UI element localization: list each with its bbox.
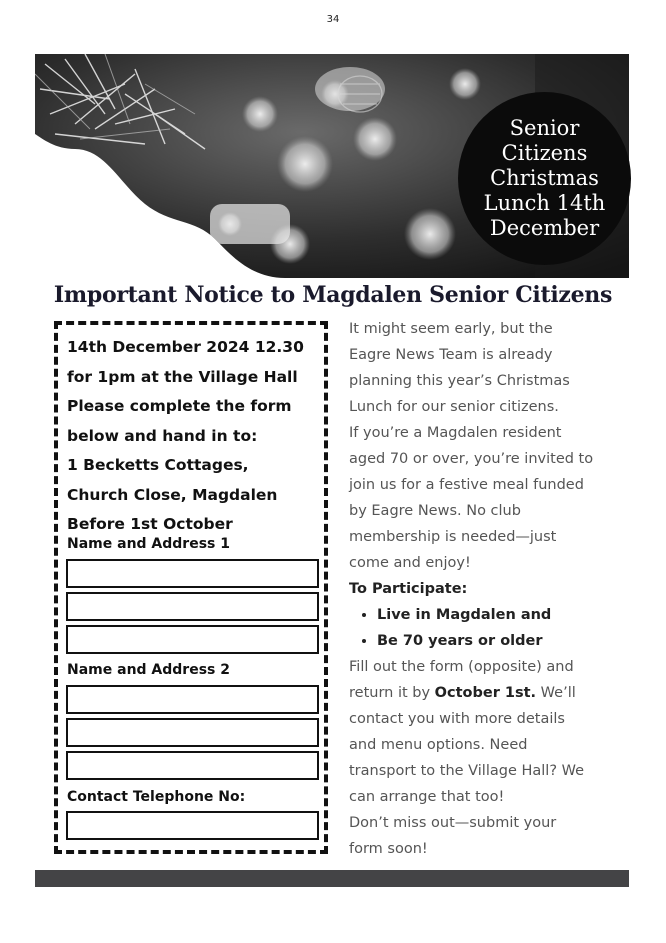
name-address-1-line-2-field[interactable] (66, 592, 319, 621)
form-instructions (67, 333, 325, 540)
participate-heading: To Participate: (349, 581, 468, 597)
body-line: If you’re a Magdalen resident (349, 425, 562, 441)
telephone-label: Contact Telephone No: (67, 789, 246, 805)
form-instruction-line: Please complete the form (67, 397, 292, 415)
event-badge (458, 92, 631, 265)
name-address-1-line-3-field[interactable] (66, 625, 319, 654)
footer-bar (35, 870, 629, 887)
body-line: form soon! (349, 841, 428, 857)
body-line: Eagre News Team is already (349, 347, 553, 363)
body-line: join us for a festive meal funded (349, 477, 584, 493)
form-instruction-line: 14th December 2024 12.30 (67, 338, 304, 356)
body-line: can arrange that too! (349, 789, 505, 805)
requirement-item: • Be 70 years or older (377, 628, 619, 654)
body-line: come and enjoy! (349, 555, 471, 571)
form-instruction-line: Church Close, Magdalen (67, 485, 278, 504)
name-address-1-line-1-field[interactable] (66, 559, 319, 588)
page-headline: Important Notice to Magdalen Senior Citizens (53, 282, 613, 308)
notice-body (349, 316, 619, 862)
form-instruction-line: for 1pm at the Village Hall (67, 367, 298, 386)
name-address-1-label: Name and Address 1 (67, 536, 230, 552)
body-line: by Eagre News. No club (349, 503, 521, 519)
return-by-text: return it by (349, 685, 435, 701)
event-badge-text: Senior Citizens Christmas Lunch 14th December (483, 116, 606, 240)
name-address-2-label: Name and Address 2 (67, 662, 230, 678)
form-instruction-line: 1 Becketts Cottages, (67, 456, 249, 474)
body-line: Don’t miss out—submit your (349, 815, 557, 831)
name-address-2-line-1-field[interactable] (66, 685, 319, 714)
name-address-2-line-3-field[interactable] (66, 751, 319, 780)
page-number: 34 (326, 14, 340, 25)
body-line: It might seem early, but the (349, 321, 553, 337)
body-line: transport to the Village Hall? We (349, 763, 585, 779)
body-line: planning this year’s Christmas (349, 373, 570, 389)
return-by-suffix: We’ll (536, 685, 576, 701)
return-by-date: October 1st. (434, 685, 537, 701)
body-line: contact you with more details (349, 711, 565, 727)
form-instruction-line: below and hand in to: (67, 426, 258, 445)
return-by-line (349, 680, 619, 706)
form-instruction-line: Before 1st October (67, 515, 233, 533)
body-line: and menu options. Need (349, 737, 528, 753)
body-line: membership is needed—just (349, 529, 557, 545)
requirement-item: • Live in Magdalen and (377, 602, 619, 628)
body-line: Fill out the form (opposite) and (349, 659, 574, 675)
body-line: Lunch for our senior citizens. (349, 399, 559, 415)
requirements-list (349, 602, 619, 654)
body-line: aged 70 or over, you’re invited to (349, 451, 594, 467)
name-address-2-line-2-field[interactable] (66, 718, 319, 747)
telephone-field[interactable] (66, 811, 319, 840)
